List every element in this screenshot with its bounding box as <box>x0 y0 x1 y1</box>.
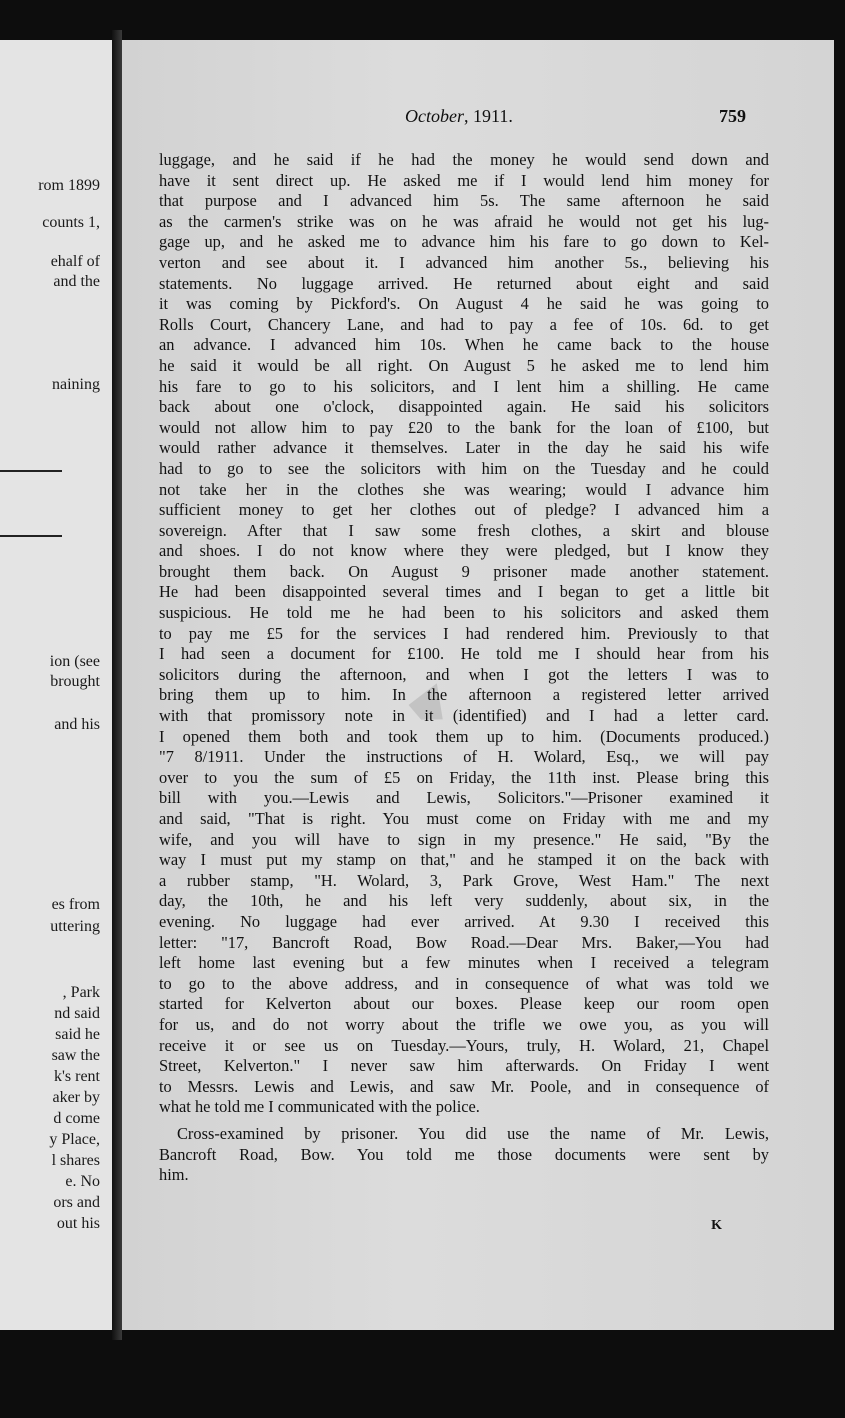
text-line: to pay me £5 for the services I had rendered him. Previously to that <box>159 623 769 643</box>
left-fragment: nd said <box>54 1005 100 1022</box>
left-fragment: ion (see <box>49 653 100 670</box>
text-line: not take her in the clothes she was wearing; would I advance him <box>159 479 769 499</box>
text-line: have it sent direct up. He asked me if I would lend him money for <box>159 170 769 190</box>
text-line: suspicious. He told me he had been to his solicitors and asked them <box>159 603 769 623</box>
text-line: for us, and do not worry about the trifle we owe you, as you will <box>159 1014 769 1034</box>
text-line: what he told me I communicated with the police. <box>159 1097 480 1117</box>
header-year: , 1911. <box>463 106 513 126</box>
left-fragment: uttering <box>50 918 100 935</box>
running-head-date <box>405 106 513 127</box>
text-line: brought them back. On August 9 prisoner made another statement. <box>159 561 769 581</box>
left-fragment: l shares <box>51 1152 100 1169</box>
text-line: gage up, and he asked me to advance him his fare to go down to Kel- <box>159 232 769 252</box>
left-fragment: y Place, <box>49 1131 100 1148</box>
text-line: sovereign. After that I saw some fresh clothes, a skirt and blouse <box>159 520 769 540</box>
section-rule <box>0 535 62 537</box>
left-fragment: rom 1899 <box>38 177 100 194</box>
left-fragment: counts 1, <box>42 214 100 231</box>
text-line: wife, and you will have to sign in my presence." He said, "By the <box>159 829 769 849</box>
left-fragment: aker by <box>52 1089 100 1106</box>
signature-mark: K <box>711 1218 722 1233</box>
text-line: and said, "That is right. You must come on Friday with me and my <box>159 809 769 828</box>
running-head <box>122 106 834 128</box>
text-line: with that promissory note in it (identified) and I had a letter card. <box>159 706 769 726</box>
left-fragment: ors and <box>53 1194 100 1211</box>
text-line: I opened them both and took them up to him. (Documents produced.) <box>159 726 769 746</box>
text-line: it was coming by Pickford's. On August 4 he said he was going to <box>159 294 769 314</box>
text-line: had to go to see the solicitors with him on the Tuesday and he could <box>159 458 769 478</box>
text-line: evening. No luggage had ever arrived. At 9.30 I received this <box>159 911 769 931</box>
text-line: He had been disappointed several times and I began to get a little bit <box>159 582 769 602</box>
text-line: back about one o'clock, disappointed again. He said his solicitors <box>159 397 769 417</box>
left-fragment: ehalf of <box>50 253 100 270</box>
left-fragment: and the <box>53 273 100 290</box>
left-fragment: naining <box>52 376 100 393</box>
text-line: to go to the above address, and in consequence of what was told we <box>159 973 769 993</box>
text-line: would rather advance it themselves. Later in the day he said his wife <box>159 438 769 458</box>
text-line: verton and see about it. I advanced him another 5s., believing his <box>159 252 769 272</box>
left-fragment: e. No <box>65 1173 100 1190</box>
text-line: bill with you.—Lewis and Lewis, Solicitors."—Prisoner examined it <box>159 788 769 808</box>
text-line: Cross-examined by prisoner. You did use the name of Mr. Lewis, <box>177 1123 769 1143</box>
left-fragment: saw the <box>51 1047 100 1064</box>
header-month: October <box>405 106 464 126</box>
text-line: and shoes. I do not know where they were pledged, but I know they <box>159 541 769 561</box>
left-fragment: d come <box>53 1110 100 1127</box>
left-fragment: es from <box>51 896 100 913</box>
text-line: Bancroft Road, Bow. You told me those documents were sent by <box>159 1144 769 1164</box>
text-line: him. <box>159 1165 189 1185</box>
text-line: as the carmen's strike was on he was afraid he would not get his lug- <box>159 211 769 231</box>
left-fragment: out his <box>56 1215 100 1232</box>
text-line: an advance. I advanced him 10s. When he came back to the house <box>159 335 769 355</box>
text-line: his fare to go to his solicitors, and I lent him a shilling. He came <box>159 376 769 396</box>
text-line: luggage, and he said if he had the money he would send down and <box>159 150 769 169</box>
text-line: bring them up to him. In the afternoon a registered letter arrived <box>159 685 769 705</box>
section-rule <box>0 470 62 472</box>
text-line: statements. No luggage arrived. He returned about eight and said <box>159 273 769 293</box>
text-line: he said it would be all right. On August 5 he asked me to lend him <box>159 355 769 375</box>
text-line: over to you the sum of £5 on Friday, the 11th inst. Please bring this <box>159 767 769 787</box>
text-line: solicitors during the afternoon, and when I got the letters I was to <box>159 664 769 684</box>
text-line: way I must put my stamp on that," and he stamped it on the back with <box>159 850 769 870</box>
left-page-edge <box>0 40 112 1330</box>
page-number: 759 <box>719 106 746 126</box>
text-line: letter: "17, Bancroft Road, Bow Road.—Dear Mrs. Baker,—You had <box>159 932 769 952</box>
text-line: would not allow him to pay £20 to the bank for the loan of £100, but <box>159 417 769 437</box>
left-fragment: k's rent <box>54 1068 100 1085</box>
text-line: "7 8/1911. Under the instructions of H. Wolard, Esq., we will pay <box>159 747 769 767</box>
text-line: to Messrs. Lewis and Lewis, and saw Mr. Poole, and in consequence of <box>159 1076 769 1096</box>
text-line: left home last evening but a few minutes when I received a telegram <box>159 953 769 973</box>
text-line: sufficient money to get her clothes out of pledge? I advanced him a <box>159 500 769 520</box>
text-line: a rubber stamp, "H. Wolard, 3, Park Grove, West Ham." The next <box>159 870 769 890</box>
left-fragment: brought <box>50 673 100 690</box>
text-line: started for Kelverton about our boxes. Please keep our room open <box>159 994 769 1014</box>
left-fragment: and his <box>54 716 100 733</box>
text-line: Rolls Court, Chancery Lane, and had to pay a fee of 10s. 6d. to get <box>159 314 769 334</box>
book-gutter <box>112 30 122 1340</box>
text-line: I had seen a document for £100. He told me I should hear from his <box>159 644 769 664</box>
text-line: day, the 10th, he and his left very suddenly, about six, in the <box>159 891 769 911</box>
text-line: that purpose and I advanced him 5s. The same afternoon he said <box>159 191 769 211</box>
text-line: receive it or see us on Tuesday.—Yours, truly, H. Wolard, 21, Chapel <box>159 1035 769 1055</box>
left-fragment: said he <box>55 1026 100 1043</box>
left-fragment: , Park <box>62 984 100 1001</box>
body-text <box>159 150 769 1186</box>
text-line: Street, Kelverton." I never saw him afterwards. On Friday I went <box>159 1056 769 1076</box>
book-page <box>122 40 834 1330</box>
